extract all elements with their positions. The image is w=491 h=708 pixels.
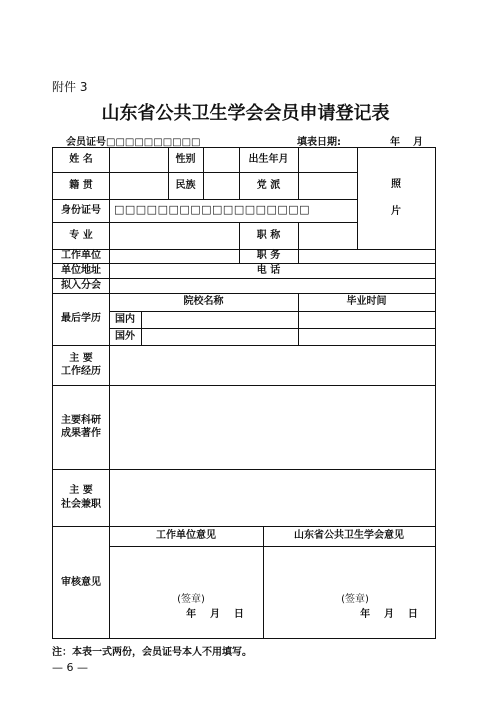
- member-number-row: [66, 133, 200, 148]
- fill-date-year: 年: [390, 137, 400, 148]
- ethnicity-label: 民族: [175, 179, 196, 191]
- graduation-time-header: 毕业时间: [346, 296, 387, 308]
- abroad-label: 国外: [115, 330, 135, 342]
- position-label: 职 务: [256, 250, 281, 262]
- photo-area: 照 片: [391, 179, 401, 218]
- footnote: 注：本表一式两份，会员证号本人不用填写。: [52, 647, 252, 658]
- date-left: 年 月 日: [186, 609, 244, 621]
- fill-date-month: 月: [413, 137, 423, 148]
- date-right: 年 月 日: [360, 609, 418, 621]
- society-opinion-header: 山东省公共卫生学会意见: [294, 530, 404, 542]
- social-positions-label: 主 要 社会兼职: [61, 485, 101, 510]
- education-label: 最后学历: [61, 313, 101, 325]
- native-place-label: 籍 贯: [69, 179, 93, 191]
- registration-form-table: [52, 147, 436, 639]
- major-label: 专 业: [69, 229, 93, 241]
- birth-label: 出生年月: [248, 154, 289, 166]
- school-name-header: 院校名称: [183, 296, 224, 308]
- form-title: 山东省公共卫生学会会员申请登记表: [101, 103, 390, 124]
- seal-left: (签章): [177, 594, 205, 606]
- gender-label: 性别: [175, 154, 196, 166]
- seal-right: (签章): [341, 594, 369, 606]
- domestic-label: 国内: [115, 313, 135, 325]
- phone-label: 电 话: [256, 264, 281, 276]
- party-label: 党 派: [256, 179, 281, 191]
- id-number-boxes: □□□□□□□□□□□□□□□□□□: [114, 203, 311, 217]
- page-number: — 6 —: [52, 661, 88, 674]
- workplace-opinion-header: 工作单位意见: [156, 530, 216, 542]
- workplace-label: 工作单位: [61, 250, 101, 262]
- branch-label: 拟入分会: [61, 279, 101, 291]
- member-number-label: 会员证号: [66, 137, 106, 148]
- member-number-boxes: □□□□□□□□□□: [106, 137, 201, 148]
- fill-date-label: 填表日期:: [297, 137, 341, 148]
- professional-title-label: 职 称: [256, 229, 281, 241]
- address-label: 单位地址: [61, 264, 101, 276]
- id-number-label: 身份证号: [61, 204, 101, 216]
- attachment-label: 附件 3: [52, 80, 88, 94]
- research-achievements-label: 主要科研 成果著作: [61, 414, 101, 439]
- work-experience-label: 主 要 工作经历: [61, 352, 101, 377]
- review-opinion-label: 审核意见: [61, 576, 101, 588]
- name-label: 姓 名: [69, 154, 93, 166]
